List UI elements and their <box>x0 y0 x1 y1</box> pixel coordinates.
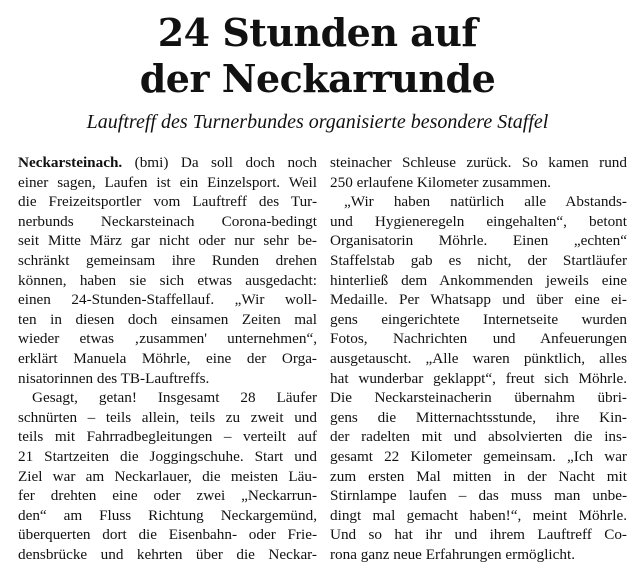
text-line: Medaille. Per Whatsapp und über eine ei- <box>330 291 627 309</box>
text-line: einen 24-Stunden-Staffellauf. „Wir woll- <box>18 291 317 309</box>
headline-line-1: 24 Stunden auf <box>157 10 478 55</box>
text-line: Und so hat ihr und ihrem Lauftreff Co- <box>330 526 627 544</box>
article-column-right <box>330 153 627 564</box>
article-headline <box>0 10 635 102</box>
article-dateline: Neckarsteinach. <box>18 154 123 171</box>
text-line: wieder etwas ‚zusammen' unternehmen“, <box>18 330 317 348</box>
text-line: Die Neckarsteinacherin übernahm übri- <box>330 389 627 407</box>
text-line: nerbunds Neckarsteinach Corona-bedingt <box>18 212 317 230</box>
text-line: Gesagt, getan! Insgesamt 28 Läufer <box>32 389 317 407</box>
text-line: und Hygieneregeln eingehalten“, betont <box>330 212 627 230</box>
text-line: Organisatorin Möhrle. Einen „echten“ <box>330 232 627 250</box>
text-line: hinterließ dem Ankommenden jeweils eine <box>330 271 627 289</box>
text-line: Fotos, Nachrichten und Anfeuerungen <box>330 330 627 348</box>
text-line: steinacher Schleuse zurück. So kamen rund <box>330 154 627 171</box>
text-line: der radelten mit und absolvierten die ins- <box>330 428 627 446</box>
text-line: den“ am Fluss Richtung Neckargemünd, <box>18 506 317 524</box>
text-line: Stirnlampe laufen – das muss man unbe- <box>330 487 627 505</box>
text-line: densbrücke und kehrten über die Neckar- <box>18 545 317 563</box>
headline-line-2: der Neckarrunde <box>139 56 496 101</box>
text-line: ausgetauscht. „Alle waren pünktlich, alles <box>330 349 627 367</box>
text-line <box>18 153 317 173</box>
text-line: einer sagen, Laufen ist ein Einzelsport. Weil <box>18 173 317 191</box>
text-line: Ziel war am Neckarlauer, die meisten Läu- <box>18 467 317 485</box>
article-subheadline: Lauftreff des Turnerbundes organisierte besondere Staffel <box>86 111 549 133</box>
text-line: gens die Mitternachtsstunde, ihre Kin- <box>330 408 627 426</box>
text-line: die Freizeitsportler vom Lauftreff des Tur- <box>18 193 317 211</box>
text-line: zum ersten Mal mitten in der Nacht mit <box>330 467 627 485</box>
text-line: überquerten dort die Eisenbahn- oder Frie- <box>18 526 317 544</box>
text-line: rona ganz neue Erfahrungen ermöglicht. <box>330 545 576 563</box>
text-line: dingt mal gemacht haben!“, meint Möhrle. <box>330 506 627 524</box>
text-line: 250 erlaufene Kilometer zusammen. <box>330 173 551 191</box>
text-line: nisatorinnen des TB-Lauftreffs. <box>18 369 210 387</box>
text-line: schnürten – teils allein, teils zu zweit und <box>18 408 317 426</box>
text-line: erklärt Manuela Möhrle, eine der Orga- <box>18 349 317 367</box>
text-line-fragment: (bmi) Da soll doch noch <box>122 154 317 171</box>
text-line: teils mit Fahrradbegleitungen – verteilt auf <box>18 428 317 446</box>
text-line: schränkt gemeinsam ihre Runden drehen <box>18 251 317 269</box>
article-column-left <box>18 153 317 564</box>
text-line: Staffelstab gab es nicht, der Startläufer <box>330 251 627 269</box>
text-line: gesamt 22 Kilometer gemeinsam. „Ich war <box>330 447 627 465</box>
text-line: ten in diesen doch einsamen Zeiten mal <box>18 310 317 328</box>
text-line: seit Mitte März gar nicht oder nur sehr be- <box>18 232 317 250</box>
text-line: können, haben sie sich etwas ausgedacht: <box>18 271 317 289</box>
text-line: gens eingerichtete Internetseite wurden <box>330 310 627 328</box>
text-line: hat wunderbar geklappt“, freut sich Möhrle. <box>330 369 627 387</box>
text-line: fer drehten eine oder zwei „Neckarrun- <box>18 487 317 505</box>
text-line: 21 Startzeiten die Joggingschuhe. Start und <box>18 447 317 465</box>
text-line: „Wir haben natürlich alle Abstands- <box>344 193 627 211</box>
